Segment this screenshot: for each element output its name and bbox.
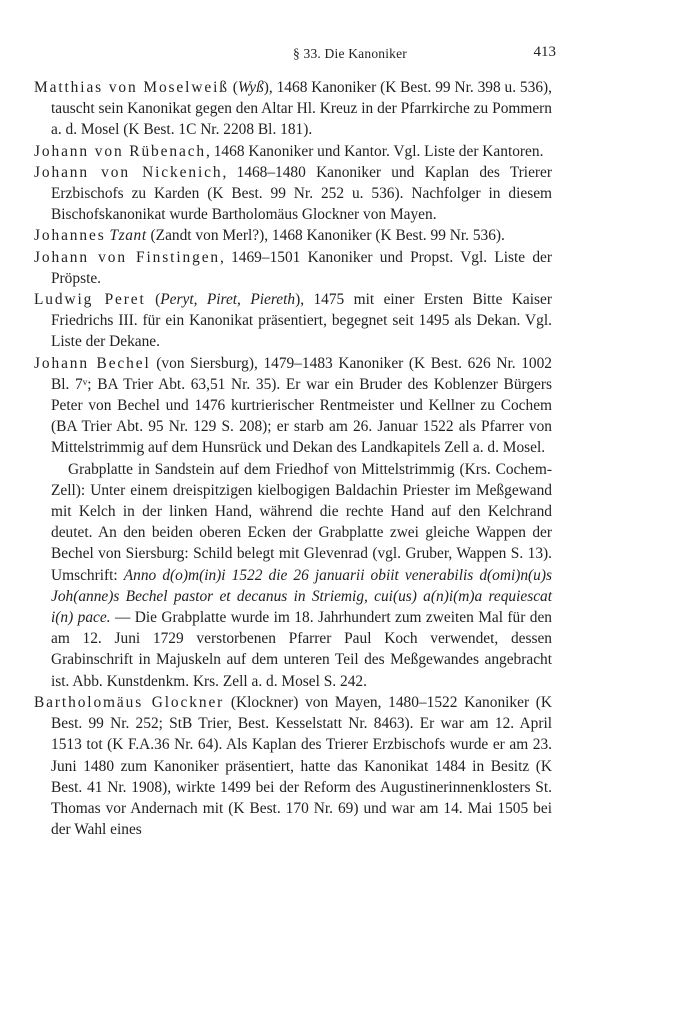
entry-name: Johann von Nickenich: [34, 163, 223, 181]
page-body: [34, 77, 552, 840]
entry-bechel: [34, 353, 552, 459]
entry-glockner: [34, 692, 552, 840]
entry-text: , 1468 Kanoniker und Kantor. Vgl. Liste der Kantoren.: [206, 142, 544, 160]
name-variant: Peryt, Piret, Piereth: [160, 291, 296, 309]
entry-name: Matthias von Moselweiß: [34, 79, 229, 96]
page-header: [40, 44, 660, 66]
entry-text: , 1468–1480 Kanoniker und Kaplan des Trierer Erzbischofs zu Karden (K Best. 99 Nr. 252 u. 536). Nachfolger in diesem Bischofskanonikat wurde Bartholomäus Glockner von Mayen.: [51, 163, 552, 224]
running-head: § 33. Die Kanoniker: [292, 46, 408, 61]
paragraph-text: Grabplatte in Sandstein auf dem Friedhof von Mittelstrimmig (Krs. Cochem-Zell): Unter einem dreispitzigen kielbogigen Baldachin Priester im Meßgewand mit Kelch in der linken Hand, während die rechte Hand auf den Kelchrand deutet. An den beiden oberen Ecken der Grabplatte zwei gleiche Wappen der Bechel von Siersburg: Schild belegt mit Glevenrad (vgl. Gruber, Wappen S. 13). Umschrift:: [51, 460, 552, 584]
entry-text: (von Siersburg), 1479–1483 Kanoniker (K Best. 626 Nr. 1002 Bl. 7ᵛ; BA Trier Abt. 63,51 Nr. 35). Er war ein Bruder des Koblenzer Bürgers Peter von Bechel und 1476 kurtrierischer Rentmeister und Kellner zu Cochem (BA Trier Abt. 95 Nr. 129 S. 208); er starb am 26. Januar 1522 als Pfarrer von Mittelstrimmig auf dem Hunsrück und Dekan des Landkapitels Zell a. d. Mosel.: [51, 354, 552, 457]
entry-text: (Klockner) von Mayen, 1480–1522 Kanoniker (K Best. 99 Nr. 252; StB Trier, Best. Kesselstatt Nr. 8463). Er war am 12. April 1513 tot (K F.A.36 Nr. 64). Als Kaplan des Trierer Erzbischofs wurde er am 23. Juni 1480 zum Kanoniker präsentiert, hatte das Kanonikat 1484 in Besitz (K Best. 41 Nr. 1908), wirkte 1499 bei der Reform des Augustinerinnenklosters St. Thomas vor Andernach mit (K Best. 170 Nr. 69) und war am 14. Mai 1505 bei der Wahl eines: [51, 693, 552, 839]
entry-text: ), 1475 mit einer Ersten Bitte Kaiser Friedrichs III. für ein Kanonikat präsentiert, begegnet seit 1495 als Dekan. Vgl. Liste der Dekane.: [51, 291, 552, 351]
entry-name: Ludwig Peret: [34, 291, 146, 309]
grabplatte-paragraph: [34, 459, 552, 692]
entry-text: , 1469–1501 Kanoniker und Propst. Vgl. Liste der Pröpste.: [51, 248, 552, 287]
entry-tzant: [34, 225, 552, 246]
page-number: 413: [533, 44, 556, 60]
inscription-text: Anno d(o)m(in)i 1522 die 26 januarii obiit venerabilis d(omi)n(u)s Joh(anne)s Bechel pastor et decanus in Striemig, cui(us) a(n)i(m)a requiescat i(n) pace.: [51, 566, 552, 627]
entry-name: Bartholomäus Glockner: [34, 693, 225, 711]
entry-text: ), 1468 Kanoniker (K Best. 99 Nr. 398 u. 536), tauscht sein Kanonikat gegen den Altar Hl. Kreuz in der Pfarrkirche zu Pommern a. d. Mosel (K Best. 1C Nr. 2208 Bl. 181).: [51, 79, 552, 139]
entry-text: (Zandt von Merl?), 1468 Kanoniker (K Best. 99 Nr. 536).: [146, 227, 505, 245]
entry-ruebenach: [34, 141, 552, 162]
entry-name: Johann von Finstingen: [34, 248, 221, 266]
entry-moselweiss: Matthias von Moselweiß (Wyß), 1468 Kanoniker (K Best. 99 Nr. 398 u. 536), tauscht sein Kanonikat gegen den Altar Hl. Kreuz in der Pfarrkirche zu Pommern a. d. Mosel (K Best. 1C Nr. 2208 Bl. 181).: [34, 79, 552, 139]
entry-finstingen: [34, 247, 552, 289]
entry-name: Johann von Rübenach: [34, 142, 207, 160]
name-variant: Wyß: [237, 79, 264, 96]
entry-name: Johann Bechel: [34, 354, 151, 372]
paragraph-text: — Die Grabplatte wurde im 18. Jahrhundert zum zweiten Mal für den am 12. Juni 1729 verstorbenen Pfarrer Paul Koch verwendet, dessen Grabinschrift in Majuskeln auf dem unteren Teil des Meßgewandes angebracht ist. Abb. Kunstdenkm. Krs. Zell a. d. Mosel S. 242.: [51, 609, 552, 690]
entry-peret: Ludwig Peret (Peryt, Piret, Piereth), 1475 mit einer Ersten Bitte Kaiser Friedrichs III. für ein Kanonikat präsentiert, begegnet seit 1495 als Dekan. Vgl. Liste der Dekane.: [34, 291, 552, 351]
name-variant: Tzant: [109, 227, 147, 245]
entry-name: Johannes: [34, 227, 106, 245]
entry-nickenich: [34, 162, 552, 226]
